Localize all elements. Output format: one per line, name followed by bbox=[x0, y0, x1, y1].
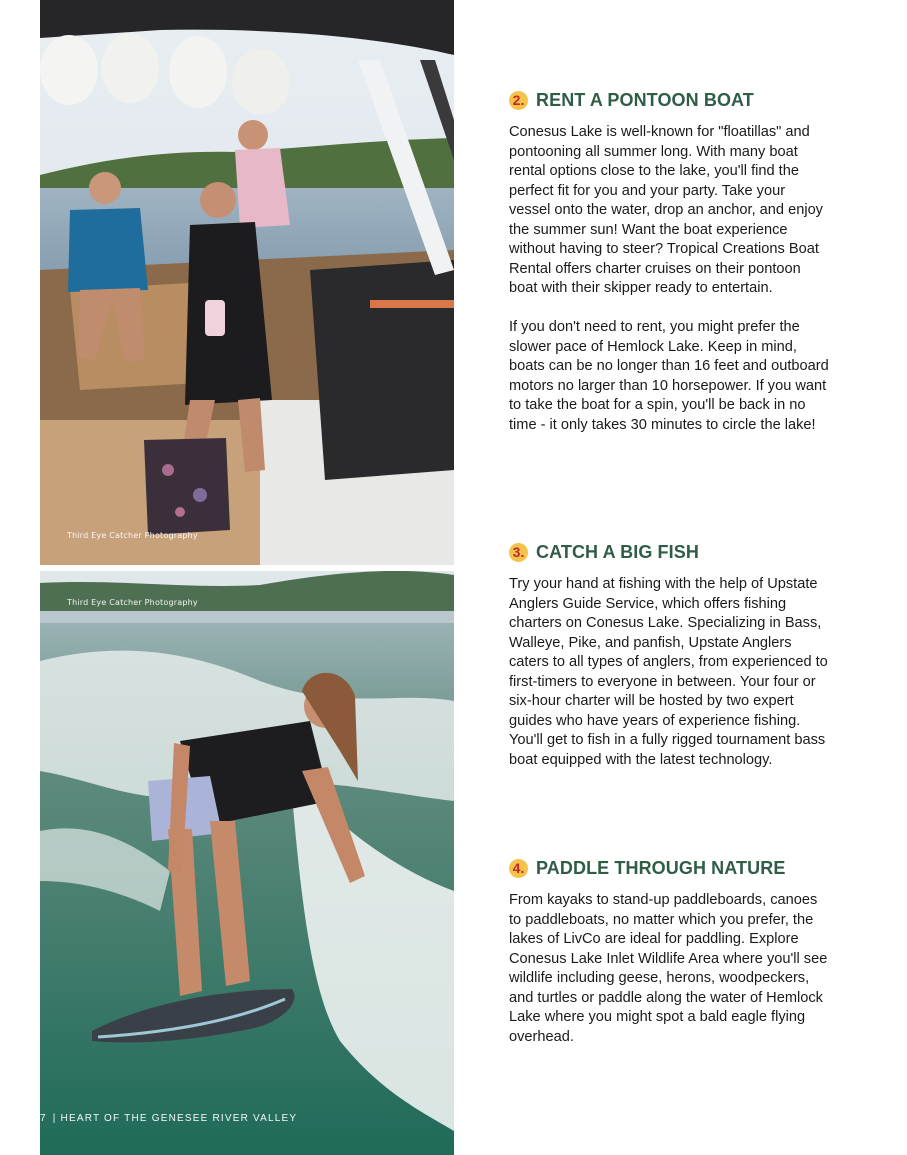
section-paragraph: From kayaks to stand-up paddleboards, canoes to paddleboats, no matter which you prefer, the lakes of LivCo are ideal for paddling. Explore Conesus Lake Inlet Wildlife Area where you'll see wildlife including geese, herons, woodpeckers, and turtles or paddle along the water of Hemlock Lake where you might spot a bald eagle flying overhead. bbox=[509, 892, 828, 1045]
section-heading bbox=[509, 541, 829, 563]
section-paragraph: Conesus Lake is well-known for "floatillas" and pontooning all summer long. With many boat rental options close to the lake, you'll find the perfect fit for you and your party. Take your vessel onto the water, drop an anchor, and enjoy the summer sun! Want the boat experience without having to steer? Tropical Creations Boat Rental offers charter cruises on their pontoon boat with their skipper ready to entertain. bbox=[509, 124, 823, 296]
page-number: 7 bbox=[40, 1113, 47, 1124]
footer-divider: | bbox=[52, 1113, 57, 1124]
section-number-badge: 3. bbox=[509, 543, 528, 562]
boat-party-photo bbox=[40, 0, 454, 565]
section-number-badge: 4. bbox=[509, 859, 528, 878]
section-paddle-through-nature bbox=[509, 857, 829, 1047]
section-catch-big-fish bbox=[509, 541, 829, 770]
section-rent-pontoon-boat bbox=[509, 89, 829, 435]
section-paragraph: Try your hand at fishing with the help of Upstate Anglers Guide Service, which offers fishing charters on Conesus Lake. Specializing in Bass, Walleye, Pike, and panfish, Upstate Anglers caters to all types of anglers, from experienced to first-timers to everyone in between. Your four or six-hour charter will be hosted by two expert guides who have years of experience fishing. You'll get to fish in a fully rigged tournament bass boat equipped with the latest technology. bbox=[509, 576, 828, 768]
section-title: CATCH A BIG FISH bbox=[536, 541, 699, 562]
section-number-badge: 2. bbox=[509, 91, 528, 110]
footer-title: HEART OF THE GENESEE RIVER VALLEY bbox=[60, 1113, 298, 1124]
photo-credit: Third Eye Catcher Photography bbox=[67, 598, 198, 607]
wakesurf-photo bbox=[40, 571, 454, 1155]
section-heading bbox=[509, 89, 829, 111]
page-footer bbox=[40, 1113, 297, 1124]
photo-credit: Third Eye Catcher Photography bbox=[67, 531, 198, 540]
wakesurfer-illustration bbox=[40, 571, 454, 1155]
section-title: RENT A PONTOON BOAT bbox=[536, 89, 754, 110]
section-heading bbox=[509, 857, 829, 879]
section-paragraph: If you don't need to rent, you might prefer the slower pace of Hemlock Lake. Keep in mind, boats can be no longer than 16 feet and outboard motors no larger than 10 horsepower. If you want to take the boat for a spin, you'll be back in no time - it only takes 30 minutes to circle the lake! bbox=[509, 319, 829, 433]
boat-party-illustration bbox=[40, 0, 454, 565]
section-title: PADDLE THROUGH NATURE bbox=[536, 857, 786, 878]
